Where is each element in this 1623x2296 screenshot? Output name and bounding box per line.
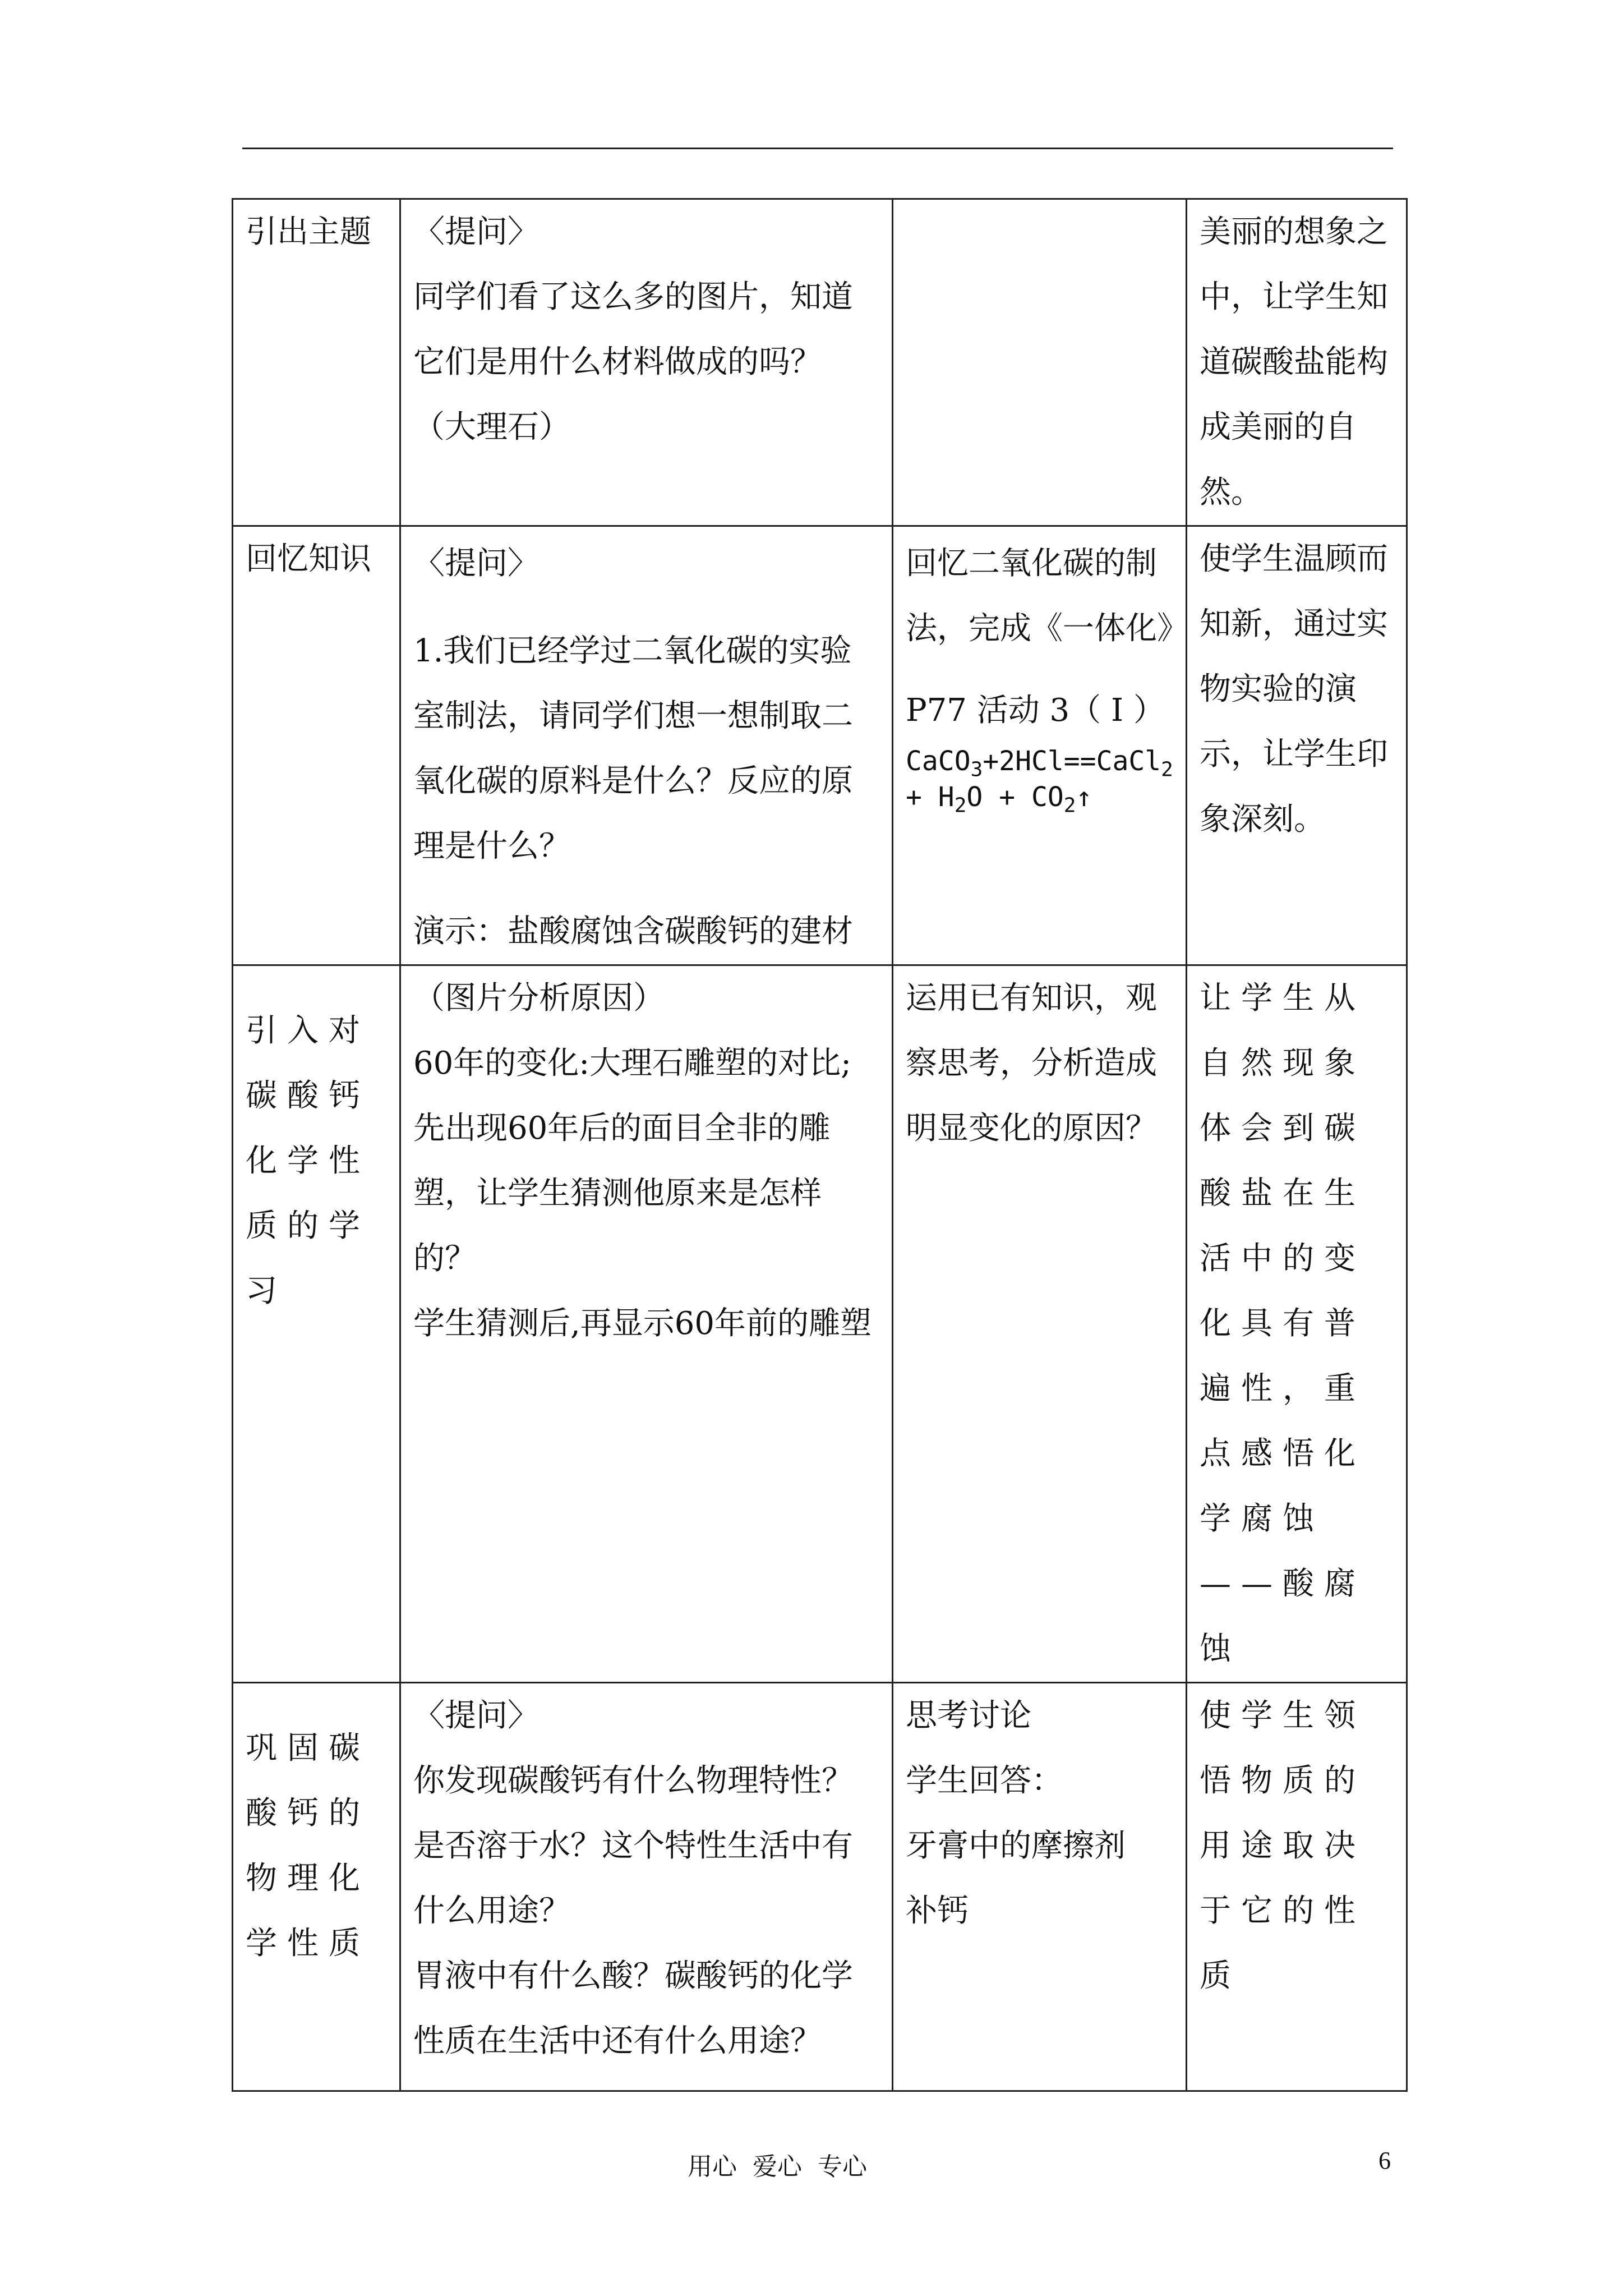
purpose-text: 使学生温顾而知新，通过实物实验的演示，让学生印象深刻。 (1200, 541, 1388, 838)
section-cell (233, 1683, 400, 2091)
purpose-cell (1187, 199, 1407, 526)
teacher-text: 60年的变化:大理石雕塑的对比;先出现60年后的面目全非的雕塑，让学生猜测他原来是怎样的？ (413, 1045, 851, 1277)
teacher-text: （图片分析原因） (413, 980, 665, 1016)
teacher-text: 〈提问〉 (413, 1697, 539, 1734)
table-row (233, 965, 1407, 1683)
student-activity-cell (893, 526, 1187, 965)
teacher-text: 1.我们已经学过二氧化碳的实验室制法，请同学们想一想制取二氧化碳的原料是什么？反应的原理是什么？ (413, 633, 853, 864)
student-text: 运用已有知识，观察思考，分析造成明显变化的原因？ (906, 980, 1157, 1147)
table-row (233, 199, 1407, 526)
header-rule (242, 148, 1393, 149)
student-text: 补钙 (906, 1893, 969, 1929)
purpose-cell (1187, 965, 1407, 1683)
teacher-text: 学生猜测后,再显示60年前的雕塑 (413, 1305, 872, 1342)
purpose-cell (1187, 526, 1407, 965)
table-row (233, 526, 1407, 965)
student-text: 回忆二氧化碳的制法，完成《一体化》 (906, 545, 1188, 647)
teacher-activity-cell (400, 199, 893, 526)
teacher-text: 〈提问〉 (413, 545, 539, 582)
student-text: 学生回答： (906, 1763, 1063, 1799)
chemical-equation: CaCO$_3$+2HCl==CaCl$_2$ + $H_2O$ + $CO_2↑$ (906, 746, 1173, 817)
student-text: 思考讨论 (906, 1697, 1031, 1734)
student-activity-cell (893, 199, 1187, 526)
purpose-text: 美丽的想象之中，让学生知道碳酸盐能构成美丽的自然。 (1200, 214, 1388, 510)
purpose-text: 让学生从自然现象体会到碳酸盐在生活中的变化具有普遍性，重点感悟化学腐蚀——酸腐蚀 (1200, 980, 1366, 1667)
student-text: 牙膏中的摩擦剂 (906, 1828, 1126, 1864)
section-cell (233, 526, 400, 965)
teacher-text: 演示：盐酸腐蚀含碳酸钙的建材 (413, 913, 853, 950)
section-text: 巩固碳酸钙的物理化学性质 (246, 1730, 370, 1962)
student-activity-cell (893, 1683, 1187, 2091)
teacher-text: 是否溶于水？这个特性生活中有什么用途？ (413, 1828, 853, 1929)
footer-motto: 用心 爱心 专心 (688, 2152, 867, 2181)
gas-arrow-icon: ↑ (1076, 781, 1092, 813)
teacher-activity-cell (400, 1683, 893, 2091)
teacher-activity-cell (400, 526, 893, 965)
lesson-plan-table (232, 198, 1408, 2092)
teacher-text: 你发现碳酸钙有什么物理特性？ (413, 1763, 853, 1799)
section-text: 回忆知识 (246, 541, 371, 577)
teacher-text: 同学们看了这么多的图片，知道它们是用什么材料做成的吗？ (413, 279, 853, 380)
teacher-text: （大理石） (413, 409, 570, 445)
section-cell (233, 199, 400, 526)
table-row (233, 1683, 1407, 2091)
section-cell (233, 965, 400, 1683)
section-text: 引入对碳酸钙化学性质的学习 (246, 1013, 370, 1309)
page-number: 6 (1378, 2147, 1391, 2174)
section-text: 引出主题 (246, 214, 371, 250)
student-text: P77 活动 3（ Ⅰ ） (906, 692, 1165, 729)
purpose-cell (1187, 1683, 1407, 2091)
teacher-activity-cell (400, 965, 893, 1683)
teacher-text: 〈提问〉 (413, 214, 539, 250)
student-activity-cell (893, 965, 1187, 1683)
teacher-text: 胃液中有什么酸？碳酸钙的化学性质在生活中还有什么用途？ (413, 1958, 853, 2059)
purpose-text: 使学生领悟物质的用途取决于它的性质 (1200, 1697, 1366, 1994)
